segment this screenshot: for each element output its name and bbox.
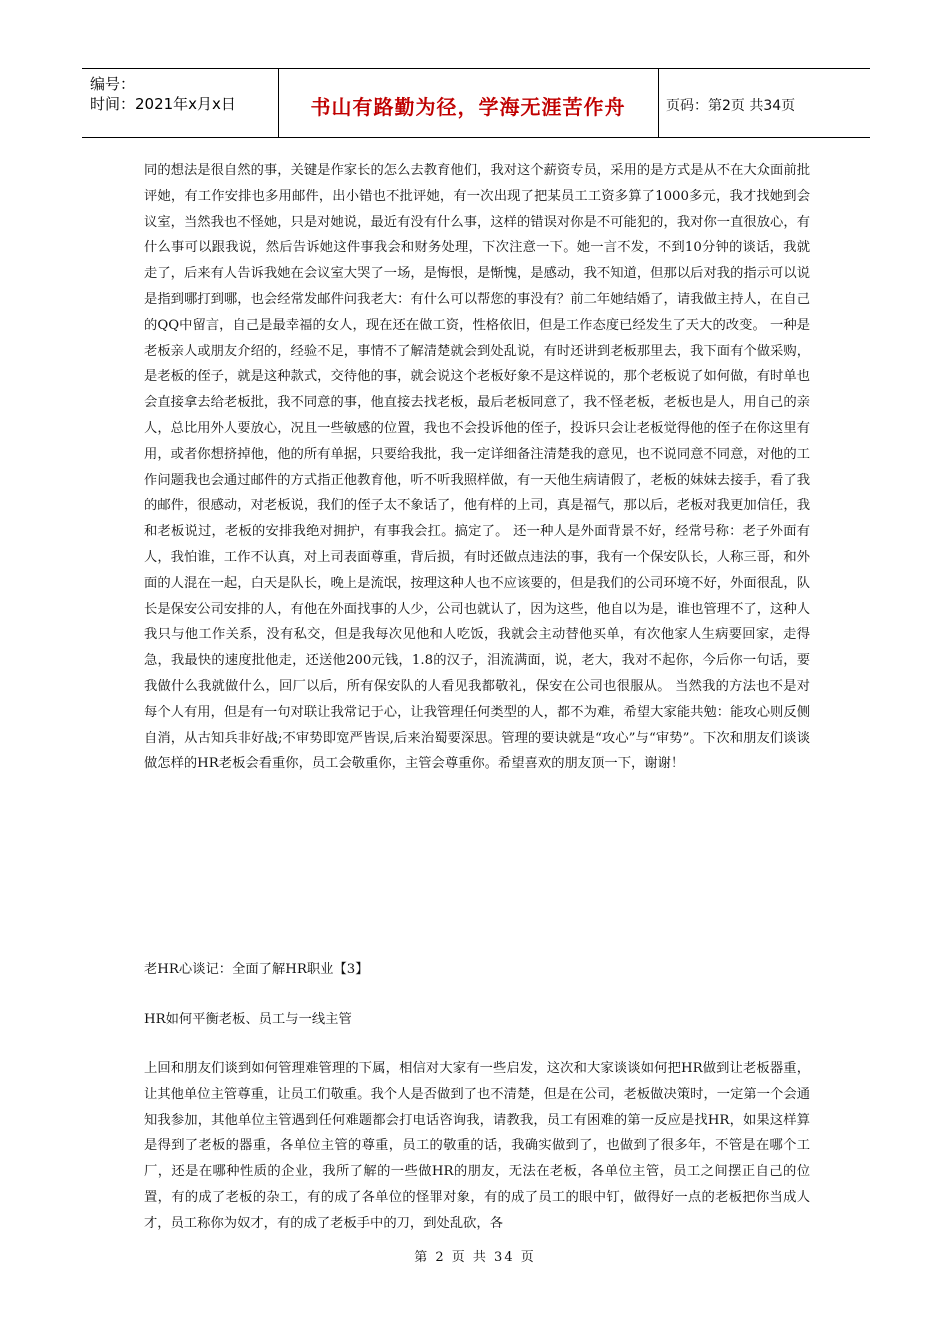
main-text-block xyxy=(144,158,810,777)
body-paragraph-2: 上回和朋友们谈到如何管理难管理的下属，相信对大家有一些启发，这次和大家谈谈如何把HR做到让老板器重，让其他单位主管尊重，让员工们敬重。我个人是否做到了也不清楚，但是在公司，老板做决策时，一定第一个会通知我参加，其他单位主管遇到任何难题都会打电话咨询我，请教我，员工有困难的第一反应是找HR，如果这样算是得到了老板的器重，各单位主管的尊重，员工的敬重的话，我确实做到了，也做到了很多年，不管是在哪个工厂，还是在哪种性质的企业，我所了解的一些做HR的朋友，无法在老板，各单位主管，员工之间摆正自己的位置，有的成了老板的杂工，有的成了各单位的怪罪对象，有的成了员工的眼中钉，做得好一点的老板把你当成人才，员工称你为奴才，有的成了老板手中的刀，到处乱砍，各 xyxy=(144,1061,810,1231)
document-header xyxy=(82,68,870,138)
header-page-cell xyxy=(658,69,870,137)
document-date: 时间：2021年x月x日 xyxy=(90,95,236,113)
page-footer: 第 2 页 共 34 页 xyxy=(414,1250,536,1265)
body-paragraph-1: 同的想法是很自然的事，关键是作家长的怎么去教育他们，我对这个薪资专员，采用的是方式是从不在大众面前批评她，有工作安排也多用邮件，出小错也不批评她，有一次出现了把某员工工资多算了1000多元，我才找她到会议室，当然我也不怪她，只是对她说，最近有没有什么事，这样的错误对你是不可能犯的，我对你一直很放心，有什么事可以跟我说，然后告诉她这件事我会和财务处理，下次注意一下。她一言不发，不到10分钟的谈话，我就走了，后来有人告诉我她在会议室大哭了一场，是悔恨，是惭愧，是感动，我不知道，但那以后对我的指示可以说是指到哪打到哪，也会经常发邮件问我老大：有什么可以帮您的事没有？前二年她结婚了，请我做主持人，在自己的QQ中留言，自己是最幸福的女人，现在还在做工资，性格依旧，但是工作态度已经发生了天大的改变。 一种是老板亲人或朋友介绍的，经验不足，事情不了解清楚就会到处乱说，有时还讲到老板那里去，我下面有个做采购，是老板的侄子，就是这种款式，交待他的事，就会说这个老板好象不是这样说的，那个老板说了如何做，有时单也会直接拿去给老板批，我不同意的事，他直接去找老板，最后老板同意了，我不怪老板，老板也是人，用自己的亲人，总比用外人要放心，况且一些敏感的位置，我也不会投诉他的侄子，投诉只会让老板觉得他的侄子在你这里有用，或者你想挤掉他，他的所有单据，只要给我批，我一定详细备注清楚我的意见，也不说同意不同意，对他的工作问题我也会通过邮件的方式指正他教育他，听不听我照样做，有一天他生病请假了，老板的妹妹去接手，看了我的邮件，很感动，对老板说，我们的侄子太不象话了，他有样的上司，真是福气，那以后，老板对我更加信任，我和老板说过，老板的安排我绝对拥护，有事我会扛。搞定了。 还一种人是外面背景不好，经常号称：老子外面有人，我怕谁，工作不认真，对上司表面尊重，背后损，有时还做点违法的事，我有一个保安队长，人称三哥，和外面的人混在一起，白天是队长，晚上是流氓，按理这种人也不应该要的，但是我们的公司环境不好，外面很乱，队长是保安公司安排的人，有他在外面找事的人少，公司也就认了，因为这些，他自以为是，谁也管理不了，这种人我只与他工作关系，没有私交，但是我每次见他和人吃饭，我就会主动替他买单，有次他家人生病要回家，走得急，我最快的速度批他走，还送他200元钱，1.8的汉子，泪流满面，说，老大，我对不起你，今后你一句话，要我做什么我就做什么，回厂以后，所有保安队的人看见我都敬礼，保安在公司也很服从。 当然我的方法也不是对每个人有用，但是有一句对联让我常记于心，让我管理任何类型的人，都不为难，希望大家能共勉：能攻心则反侧自消，从古知兵非好战;不审势即宽严皆误,后来治蜀要深思。管理的要诀就是“攻心”与“审势”。下次和朋友们谈谈做怎样的HR老板会看重你，员工会敬重你，主管会尊重你。希望喜欢的朋友顶一下，谢谢！ xyxy=(144,163,810,772)
header-motto: 书山有路勤为径，学海无涯苦作舟 xyxy=(310,95,626,119)
header-page-number: 页码：第2页 共34页 xyxy=(666,98,796,114)
section-title: 老HR心谈记：全面了解HR职业【3】 xyxy=(144,962,369,977)
section-subtitle: HR如何平衡老板、员工与一线主管 xyxy=(144,1012,352,1027)
header-motto-cell xyxy=(278,69,659,137)
document-code-label: 编号： xyxy=(90,75,136,93)
header-info-cell xyxy=(82,69,279,137)
second-text-block xyxy=(144,1056,810,1237)
